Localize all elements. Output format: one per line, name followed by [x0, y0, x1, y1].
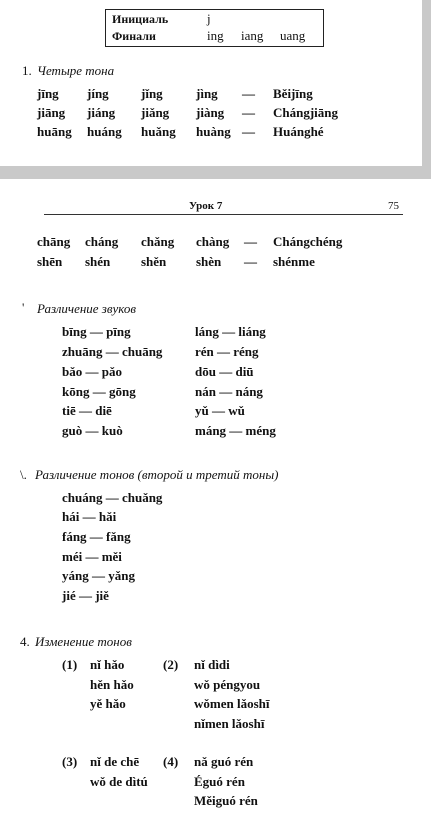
group-item: yě hǎo — [90, 696, 126, 711]
pair-item: fáng — fǎng — [62, 529, 131, 544]
group-label: (2) — [163, 657, 179, 672]
syllable: shén — [85, 254, 111, 269]
section-number: ' — [22, 300, 25, 315]
final-value-1: ing — [207, 28, 224, 43]
pair-item: hái — hǎi — [62, 509, 117, 524]
pair-left: bīng — pīng — [62, 324, 131, 339]
group-item: nǐ hǎo — [90, 657, 125, 672]
dash: — — [244, 234, 257, 249]
syllable: jīng — [37, 86, 59, 101]
group-item: nǐ dìdi — [194, 657, 230, 672]
syllable: jìng — [196, 86, 218, 101]
page-top — [0, 0, 422, 166]
page-number: 75 — [388, 200, 399, 212]
group-item: Éguó rén — [194, 774, 245, 789]
pair-left: kōng — gōng — [62, 384, 136, 399]
dash: — — [242, 86, 255, 101]
word: Běijīng — [273, 86, 313, 101]
dash: — — [242, 105, 255, 120]
syllable: shěn — [141, 254, 167, 269]
syllable: huǎng — [141, 124, 176, 139]
word: Chángjiāng — [273, 105, 339, 120]
syllable: jíng — [87, 86, 109, 101]
pair-left: guò — kuò — [62, 423, 123, 438]
pair-right: máng — méng — [195, 423, 276, 438]
group-item: wǒ péngyou — [194, 677, 261, 692]
syllable: chāng — [37, 234, 71, 249]
pair-left: bǎo — pǎo — [62, 364, 122, 379]
syllable: shèn — [196, 254, 222, 269]
syllable: jiàng — [196, 105, 225, 120]
section-number: \. — [20, 467, 27, 482]
group-label: (3) — [62, 754, 78, 769]
final-value-3: uang — [280, 28, 306, 43]
section-number: 1. — [22, 63, 32, 78]
group-item: Měiguó rén — [194, 793, 258, 808]
group-item: nǎ guó rén — [194, 754, 254, 769]
syllable: huāng — [37, 124, 72, 139]
header-rule — [44, 214, 403, 215]
pair-right: dōu — diū — [195, 364, 254, 379]
group-label: (4) — [163, 754, 179, 769]
pair-right: yǔ — wǔ — [195, 403, 245, 418]
pair-right: rén — réng — [195, 344, 259, 359]
group-item: wǒ de dìtú — [90, 774, 148, 789]
section-title: Четыре тона — [37, 63, 115, 78]
pair-item: jié — jiě — [62, 588, 109, 603]
syllable: jiāng — [37, 105, 66, 120]
initial-label: Инициаль — [112, 12, 169, 26]
group-item: nǐmen lǎoshī — [194, 716, 265, 731]
section-title: Различение тонов (второй и третий тоны) — [35, 467, 279, 482]
initial-final-table — [105, 9, 324, 47]
syllable: cháng — [85, 234, 119, 249]
word: Huánghé — [273, 124, 324, 139]
initial-value: j — [207, 11, 211, 26]
dash: — — [244, 254, 257, 269]
group-item: wǒmen lǎoshī — [194, 696, 270, 711]
group-label: (1) — [62, 657, 78, 672]
page-bottom — [0, 179, 431, 822]
section-title: Изменение тонов — [35, 634, 132, 649]
pair-left: zhuāng — chuāng — [62, 344, 163, 359]
syllable: chàng — [196, 234, 230, 249]
word: shénme — [273, 254, 315, 269]
pair-left: tiē — diē — [62, 403, 112, 418]
section-number: 4. — [20, 634, 30, 649]
final-value-2: iang — [241, 28, 264, 43]
pair-item: chuáng — chuǎng — [62, 490, 163, 505]
syllable: jiǎng — [141, 105, 170, 120]
pair-item: méi — měi — [62, 549, 122, 564]
syllable: jiáng — [87, 105, 116, 120]
syllable: shēn — [37, 254, 63, 269]
syllable: huáng — [87, 124, 122, 139]
syllable: huàng — [196, 124, 231, 139]
pair-right: láng — liáng — [195, 324, 266, 339]
word: Chángchéng — [273, 234, 343, 249]
dash: — — [242, 124, 255, 139]
pair-right: nán — náng — [195, 384, 263, 399]
syllable: jǐng — [141, 86, 163, 101]
final-label: Финали — [112, 29, 156, 43]
section-title: Различение звуков — [37, 301, 137, 316]
group-item: hěn hǎo — [90, 677, 134, 692]
group-item: nǐ de chē — [90, 754, 140, 769]
running-head-title: Урок 7 — [189, 200, 223, 212]
pair-item: yáng — yǎng — [62, 568, 135, 583]
syllable: chǎng — [141, 234, 175, 249]
